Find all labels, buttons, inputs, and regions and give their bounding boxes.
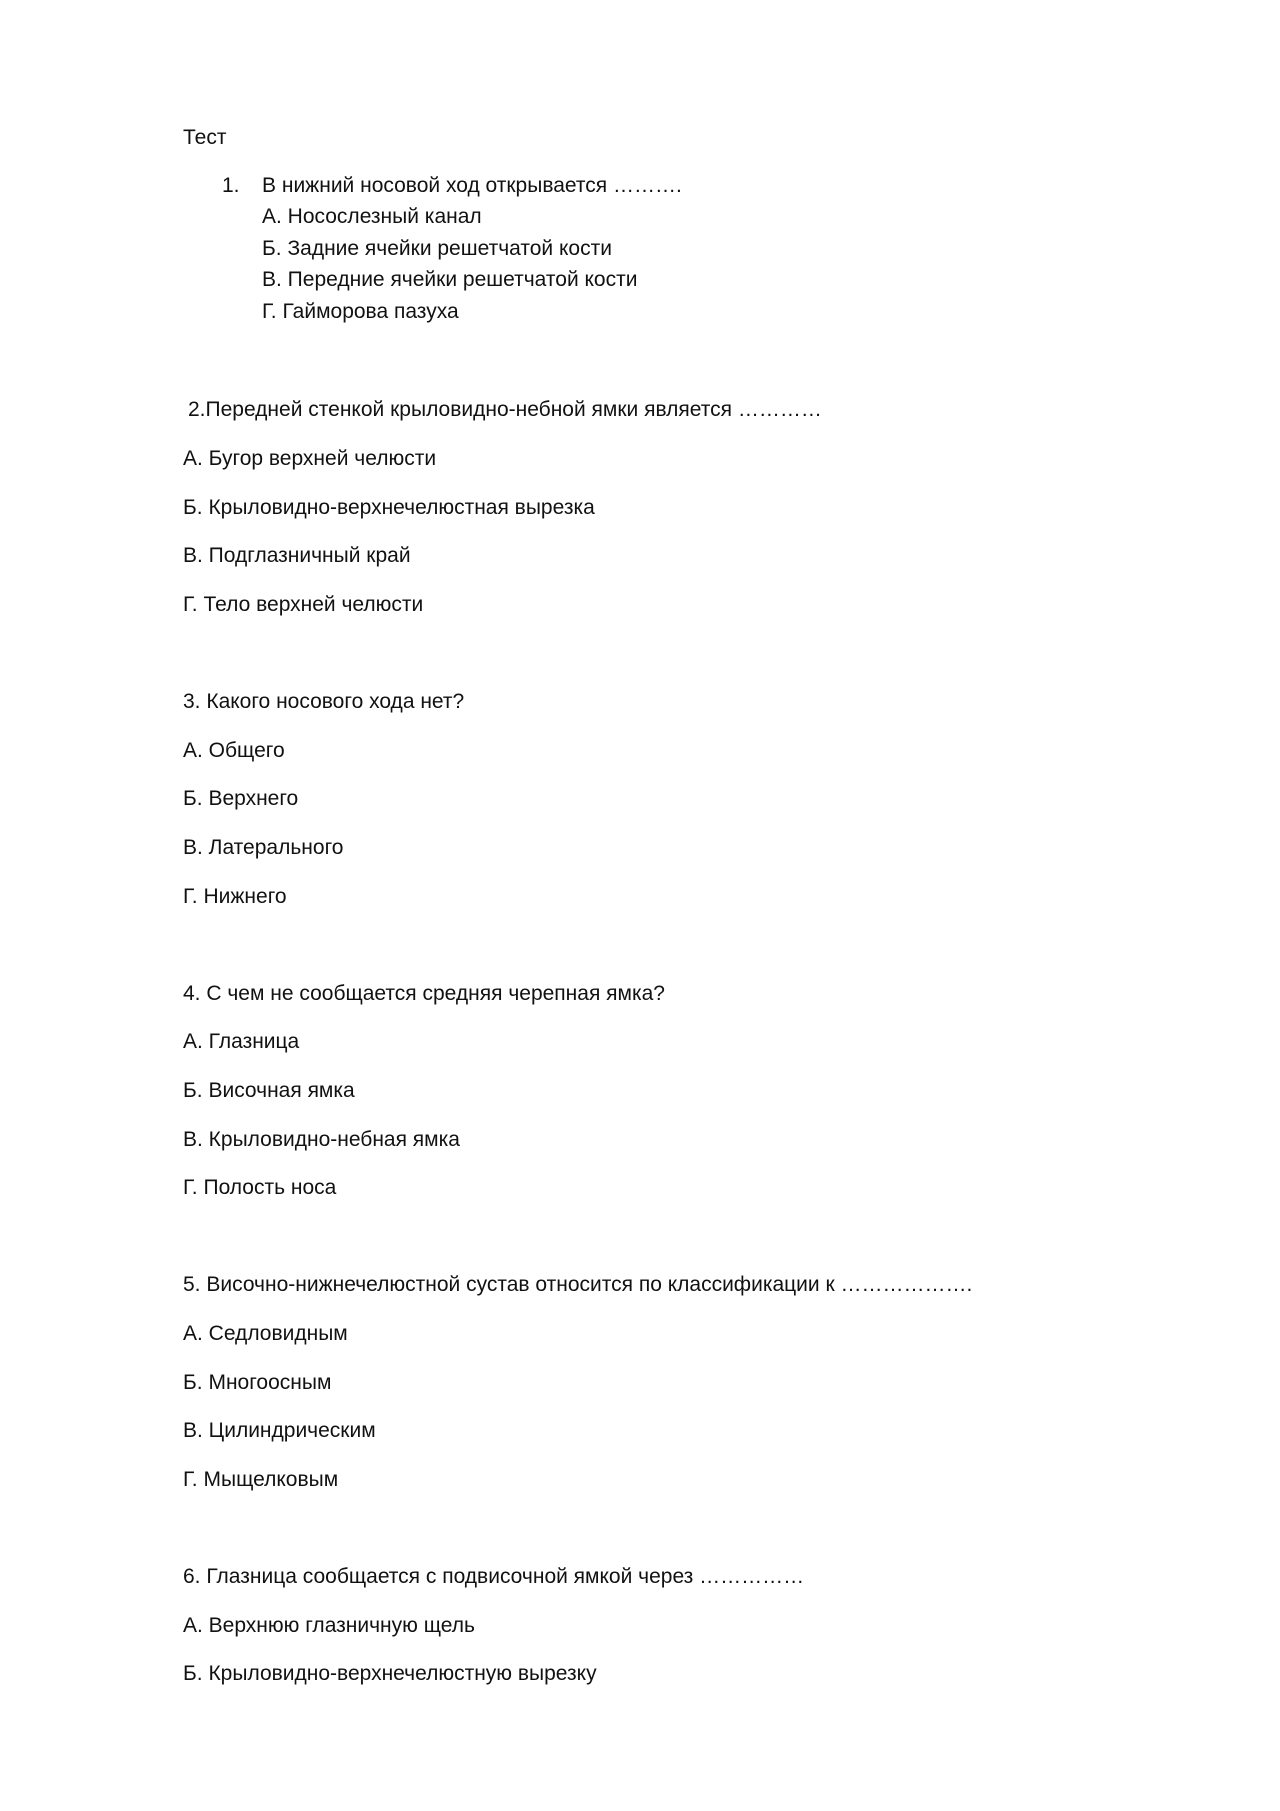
- question-5-option-c: В. Цилиндрическим: [183, 1419, 376, 1442]
- question-3-option-c: В. Латерального: [183, 836, 344, 859]
- question-3-text: 3. Какого носового хода нет?: [183, 690, 465, 713]
- question-5-text: 5. Височно-нижнечелюстной сустав относится по классификации к ……………….: [183, 1273, 973, 1296]
- question-2-text: 2.Передней стенкой крыловидно-небной ямки является …………: [188, 398, 822, 421]
- question-3-option-d: Г. Нижнего: [183, 885, 287, 908]
- question-2-option-c: В. Подглазничный край: [183, 544, 411, 567]
- question-4-text: 4. С чем не сообщается средняя черепная ямка?: [183, 982, 665, 1005]
- question-6-option-a: А. Верхнюю глазничную щель: [183, 1614, 475, 1637]
- question-5-option-d: Г. Мыщелковым: [183, 1468, 339, 1491]
- question-2-option-a: А. Бугор верхней челюсти: [183, 447, 437, 470]
- question-4-option-c: В. Крыловидно-небная ямка: [183, 1128, 460, 1151]
- question-5-option-b: Б. Многоосным: [183, 1371, 332, 1394]
- question-1-option-c: В. Передние ячейки решетчатой кости: [262, 268, 638, 291]
- question-4-option-b: Б. Височная ямка: [183, 1079, 355, 1102]
- question-2-option-b: Б. Крыловидно-верхнечелюстная вырезка: [183, 496, 595, 519]
- question-5-option-a: А. Седловидным: [183, 1322, 348, 1345]
- question-1-option-d: Г. Гайморова пазуха: [262, 300, 459, 323]
- question-4-option-a: А. Глазница: [183, 1030, 300, 1053]
- question-2-option-d: Г. Тело верхней челюсти: [183, 593, 424, 616]
- document-title: Тест: [183, 126, 227, 149]
- question-4-option-d: Г. Полость носа: [183, 1176, 337, 1199]
- question-6-text: 6. Глазница сообщается с подвисочной ямкой через ……………: [183, 1565, 805, 1588]
- question-1-option-b: Б. Задние ячейки решетчатой кости: [262, 237, 612, 260]
- question-1-option-a: А. Носослезный канал: [262, 205, 482, 228]
- question-1-number: 1.: [222, 174, 240, 197]
- question-3-option-a: А. Общего: [183, 739, 285, 762]
- question-6-option-b: Б. Крыловидно-верхнечелюстную вырезку: [183, 1662, 597, 1685]
- question-1-text: В нижний носовой ход открывается ……….: [262, 174, 682, 197]
- question-3-option-b: Б. Верхнего: [183, 787, 299, 810]
